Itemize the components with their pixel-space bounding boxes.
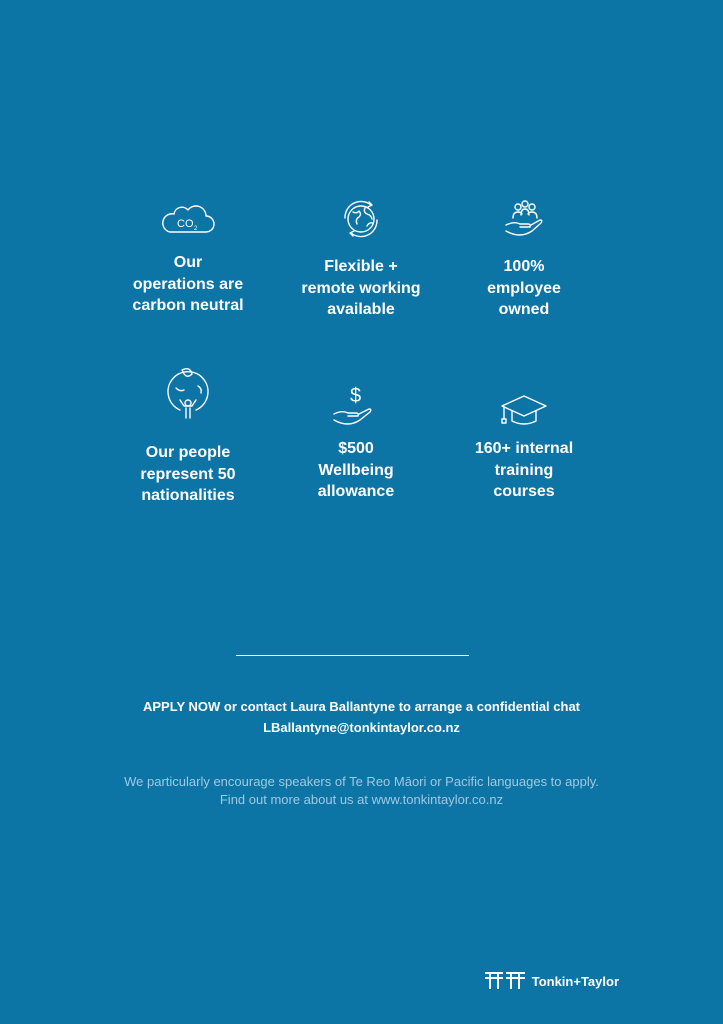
benefit-label: Our operations are carbon neutral [132, 254, 244, 314]
benefit-label: Flexible + remote working available [301, 258, 421, 318]
divider [236, 655, 469, 656]
apply-now-text: APPLY NOW or contact Laura Ballantyne to arrange a confidential chat [142, 699, 581, 714]
svg-text:CO: CO [177, 218, 194, 230]
website-note: Find out more about us at www.tonkintaylor.co.nz [219, 792, 504, 807]
dollar-hand-icon [326, 378, 386, 438]
contact-email[interactable]: LBallantyne@tonkintaylor.co.nz [263, 720, 460, 735]
benefit-wellbeing [281, 378, 431, 503]
encourage-note: We particularly encourage speakers of Te Reo Māori or Pacific languages to apply. [124, 774, 599, 789]
benefit-flexible-working [286, 188, 436, 321]
svg-text:2: 2 [194, 226, 198, 232]
benefit-carbon-neutral [113, 188, 263, 317]
benefit-label: 160+ internal training courses [474, 440, 574, 500]
benefit-label: $500 Wellbeing allowance [317, 440, 395, 500]
tt-logo-icon [484, 970, 526, 992]
logo-text: Tonkin+Taylor [531, 973, 619, 989]
benefit-training [449, 378, 599, 503]
globe-cycle-icon [331, 188, 391, 248]
svg-text:$: $ [350, 385, 362, 407]
person-holding-globe-icon [158, 360, 218, 430]
company-logo [484, 970, 619, 992]
benefit-employee-owned [449, 188, 599, 321]
benefit-label: Our people represent 50 nationalities [140, 444, 236, 504]
benefit-label: 100% employee owned [487, 258, 561, 318]
graduation-cap-icon [494, 378, 554, 438]
co2-cloud-icon [158, 188, 218, 248]
people-in-hand-icon [494, 188, 554, 248]
benefit-nationalities [113, 360, 263, 507]
